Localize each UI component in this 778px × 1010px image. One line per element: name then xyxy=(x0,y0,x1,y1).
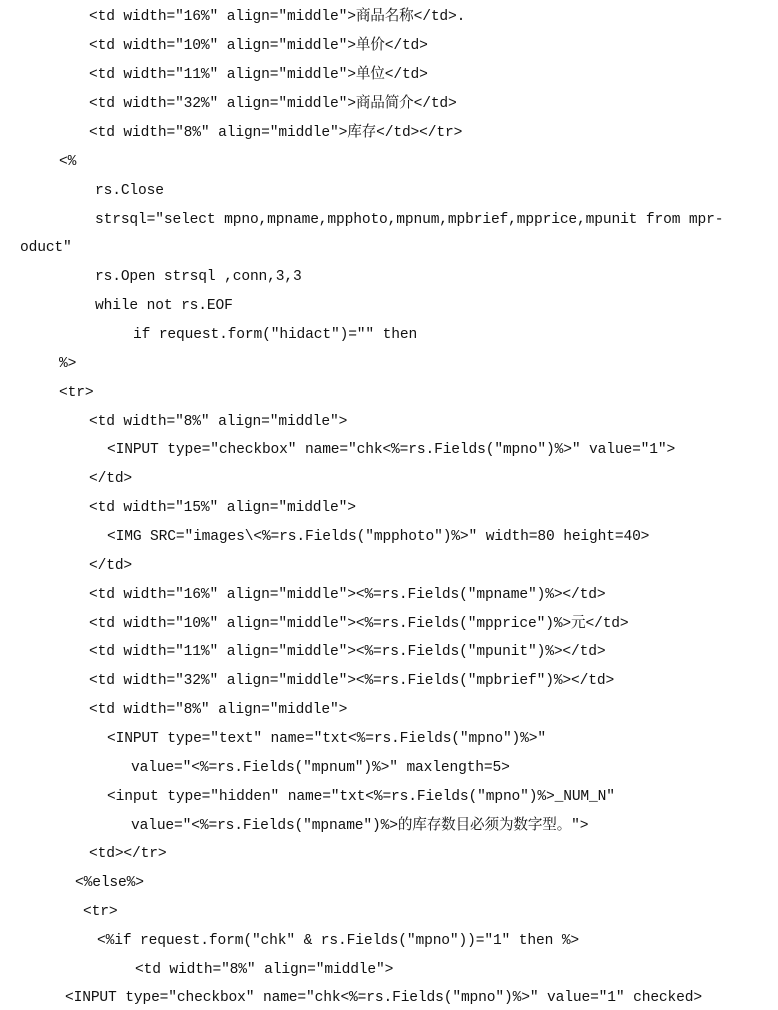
code-line: while not rs.EOF xyxy=(95,298,233,314)
code-line: <td width="8%" align="middle"> xyxy=(89,414,348,430)
code-line: value="<%=rs.Fields("mpname")%>的库存数目必须为数字型。"> xyxy=(131,818,589,834)
code-line: <td width="16%" align="middle"><%=rs.Fields("mpname")%></td> xyxy=(89,587,606,603)
code-line: <td width="10%" align="middle"><%=rs.Fields("mpprice")%>元</td> xyxy=(89,616,629,632)
code-line: %> xyxy=(59,356,77,372)
code-line: value="<%=rs.Fields("mpnum")%>" maxlength=5> xyxy=(131,760,510,776)
code-line: </td> xyxy=(89,558,133,574)
code-line: strsql="select mpno,mpname,mpphoto,mpnum,mpbrief,mpprice,mpunit from mpr- xyxy=(95,212,724,228)
code-line: <td width="8%" align="middle"> xyxy=(135,962,394,978)
code-line: <td width="32%" align="middle">商品简介</td> xyxy=(89,96,457,112)
code-line: <input type="hidden" name="txt<%=rs.Fields("mpno")%>_NUM_N" xyxy=(107,789,615,805)
code-line: <%else%> xyxy=(75,875,144,891)
code-line: if request.form("hidact")="" then xyxy=(133,327,418,343)
code-line: <td width="8%" align="middle">库存</td></tr> xyxy=(89,125,463,141)
code-line: <INPUT type="checkbox" name="chk<%=rs.Fields("mpno")%>" value="1" checked> xyxy=(65,990,702,1006)
code-line: <% xyxy=(59,154,77,170)
code-line: <td width="10%" align="middle">单价</td> xyxy=(89,38,428,54)
code-line: <IMG SRC="images\<%=rs.Fields("mpphoto")%>" width=80 height=40> xyxy=(107,529,650,545)
code-line: rs.Close xyxy=(95,183,164,199)
code-line: <tr> xyxy=(59,385,94,401)
code-line: <td width="32%" align="middle"><%=rs.Fields("mpbrief")%></td> xyxy=(89,673,615,689)
code-line: <INPUT type="checkbox" name="chk<%=rs.Fields("mpno")%>" value="1"> xyxy=(107,442,676,458)
code-line: </td> xyxy=(89,471,133,487)
code-line: <%if request.form("chk" & rs.Fields("mpno"))="1" then %> xyxy=(97,933,580,949)
code-line: <td width="8%" align="middle"> xyxy=(89,702,348,718)
code-line: rs.Open strsql ,conn,3,3 xyxy=(95,269,302,285)
code-line: <INPUT type="text" name="txt<%=rs.Fields("mpno")%>" xyxy=(107,731,546,747)
code-line: <tr> xyxy=(83,904,118,920)
code-line: <td width="15%" align="middle"> xyxy=(89,500,356,516)
code-line: <td width="16%" align="middle">商品名称</td>. xyxy=(89,9,466,25)
code-line: <td></tr> xyxy=(89,846,167,862)
code-line: oduct" xyxy=(20,240,72,256)
code-line: <td width="11%" align="middle"><%=rs.Fields("mpunit")%></td> xyxy=(89,644,606,660)
code-line: <td width="11%" align="middle">单位</td> xyxy=(89,67,428,83)
